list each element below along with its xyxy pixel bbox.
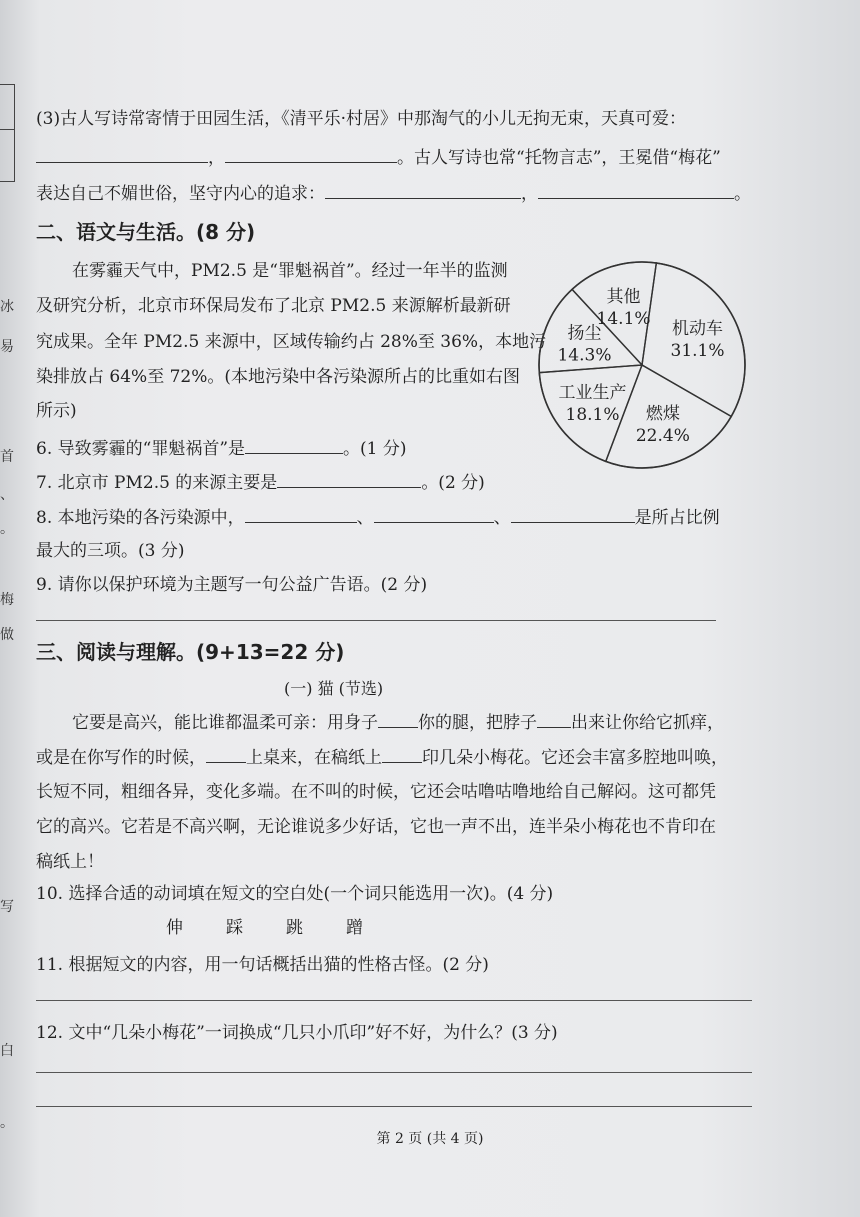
- slice-label: 工业生产: [558, 383, 627, 404]
- reading-line: 它的高兴。它若是不高兴啊，无论谁说多少好话，它也一声不出，连半朵小梅花也不肯印在: [36, 817, 716, 837]
- q3-line2: [36, 146, 721, 169]
- slice-value-label: 14.3%: [557, 345, 612, 366]
- text-segment: 你的腿，把脖子: [418, 713, 537, 733]
- text-segment: 上桌来，在稿纸上: [246, 748, 382, 768]
- reading-line: [72, 711, 724, 734]
- slice-label: 燃煤: [645, 404, 680, 425]
- q8-blank-2[interactable]: [374, 506, 494, 523]
- q3-line1: (3)古人写诗常寄情于田园生活，《清平乐·村居》中那淘气的小儿无拘无束，天真可爱：: [36, 109, 686, 129]
- q3-line2-tail: 。古人写诗也常“托物言志”，王冕借“梅花”: [397, 148, 721, 168]
- slice-value-label: 31.1%: [670, 340, 725, 361]
- q3-line3: [36, 182, 751, 205]
- slice-label: 其他: [606, 287, 641, 308]
- s2-passage-line: 所示): [36, 401, 77, 421]
- reading-line: 稿纸上！: [36, 852, 104, 872]
- text-segment: 或是在你写作的时候，: [36, 748, 206, 768]
- q11: 11. 根据短文的内容，用一句话概括出猫的性格古怪。(2 分): [36, 955, 489, 975]
- margin-char: 。: [0, 521, 14, 537]
- margin-box: [0, 84, 15, 182]
- text-segment: 印几朵小梅花。它还会丰富多腔地叫唤，: [422, 748, 728, 768]
- q9: 9. 请你以保护环境为主题写一句公益广告语。(2 分): [36, 575, 428, 595]
- margin-char: 易: [0, 339, 14, 355]
- q8-sep: 、: [493, 508, 511, 528]
- comma: ，: [208, 148, 225, 168]
- slice-value-label: 18.1%: [565, 405, 620, 426]
- reading-line: [36, 746, 728, 769]
- reading-blank-4[interactable]: [382, 746, 422, 763]
- q7: [36, 471, 485, 494]
- s2-passage-line: 及研究分析，北京市环保局发布了北京 PM2.5 来源解析最新研: [36, 296, 511, 316]
- text-segment: 出来让你给它抓痒，: [571, 713, 724, 733]
- q11-answer-line[interactable]: [36, 1000, 752, 1001]
- slice-value-label: 22.4%: [635, 426, 690, 447]
- s2-passage-line: 究成果。全年 PM2.5 来源中，区域传输约占 28%至 36%，本地污: [36, 332, 547, 352]
- reading-blank-2[interactable]: [537, 711, 571, 728]
- comma: ，: [521, 184, 538, 204]
- page-footer: 第 2 页 (共 4 页): [376, 1131, 484, 1147]
- slice-label: 扬尘: [567, 323, 602, 344]
- q7-text: 7. 北京市 PM2.5 的来源主要是: [36, 473, 278, 493]
- slice-value-label: 14.1%: [596, 309, 651, 330]
- q3-blank-4[interactable]: [538, 182, 734, 199]
- q3-blank-3[interactable]: [325, 182, 521, 199]
- q10-word-bank: [166, 917, 386, 939]
- word-option: 伸: [166, 918, 183, 938]
- s2-passage-line: 在雾霾天气中，PM2.5 是“罪魁祸首”。经过一年半的监测: [72, 261, 508, 281]
- margin-char: 首: [0, 449, 14, 465]
- q6-tail: 。(1 分): [343, 439, 407, 459]
- q8: [36, 506, 720, 529]
- margin-char: 白: [0, 1043, 14, 1059]
- word-option: 踩: [226, 918, 243, 938]
- q12: 12. 文中“几朵小梅花”一词换成“几只小爪印”好不好，为什么？(3 分): [36, 1023, 558, 1043]
- q3-blank-1[interactable]: [36, 146, 208, 163]
- margin-char: 做: [0, 627, 14, 643]
- q8-text: 8. 本地污染的各污染源中，: [36, 508, 245, 528]
- q3-line3-text: 表达自己不媚世俗，坚守内心的追求：: [36, 184, 325, 204]
- q10: 10. 选择合适的动词填在短文的空白处(一个词只能选用一次)。(4 分): [36, 884, 554, 904]
- margin-char: 写: [0, 899, 14, 915]
- text-segment: 它要是高兴，能比谁都温柔可亲：用身子: [72, 713, 378, 733]
- q8-tail: 是所占比例: [634, 508, 720, 528]
- q7-tail: 。(2 分): [421, 473, 485, 493]
- q7-blank[interactable]: [277, 471, 421, 488]
- reading-blank-1[interactable]: [378, 711, 418, 728]
- word-option: 跳: [286, 918, 303, 938]
- q8-line2: 最大的三项。(3 分): [36, 541, 185, 561]
- slice-label: 机动车: [672, 318, 724, 339]
- section3-title: 三、阅读与理解。(9+13=22 分): [36, 640, 345, 664]
- q12-answer-line[interactable]: [36, 1106, 752, 1107]
- reading-blank-3[interactable]: [206, 746, 246, 763]
- margin-char: 梅: [0, 592, 14, 608]
- margin-char: 、: [0, 487, 14, 503]
- q6-blank[interactable]: [245, 437, 343, 454]
- q8-blank-1[interactable]: [245, 506, 357, 523]
- q3-blank-2[interactable]: [225, 146, 397, 163]
- q6: [36, 437, 407, 460]
- pie-chart: [527, 250, 757, 480]
- q6-text: 6. 导致雾霾的“罪魁祸首”是: [36, 439, 246, 459]
- margin-char: 冰: [0, 299, 14, 315]
- s2-passage-line: 染排放占 64%至 72%。(本地污染中各污染源所占的比重如右图: [36, 367, 521, 387]
- q8-sep: 、: [356, 508, 374, 528]
- period: 。: [734, 184, 751, 204]
- reading-line: 长短不同，粗细各异，变化多端。在不叫的时候，它还会咕噜咕噜地给自己解闷。这可都凭: [36, 782, 716, 802]
- pie-slice: [642, 263, 745, 416]
- reading-subtitle: (一) 猫 (节选): [284, 679, 384, 698]
- q9-answer-line[interactable]: [36, 620, 716, 621]
- section2-title: 二、语文与生活。(8 分): [36, 220, 256, 244]
- q8-blank-3[interactable]: [511, 506, 635, 523]
- margin-char: 。: [0, 1115, 14, 1131]
- q12-answer-line[interactable]: [36, 1072, 752, 1073]
- word-option: 蹭: [346, 918, 363, 938]
